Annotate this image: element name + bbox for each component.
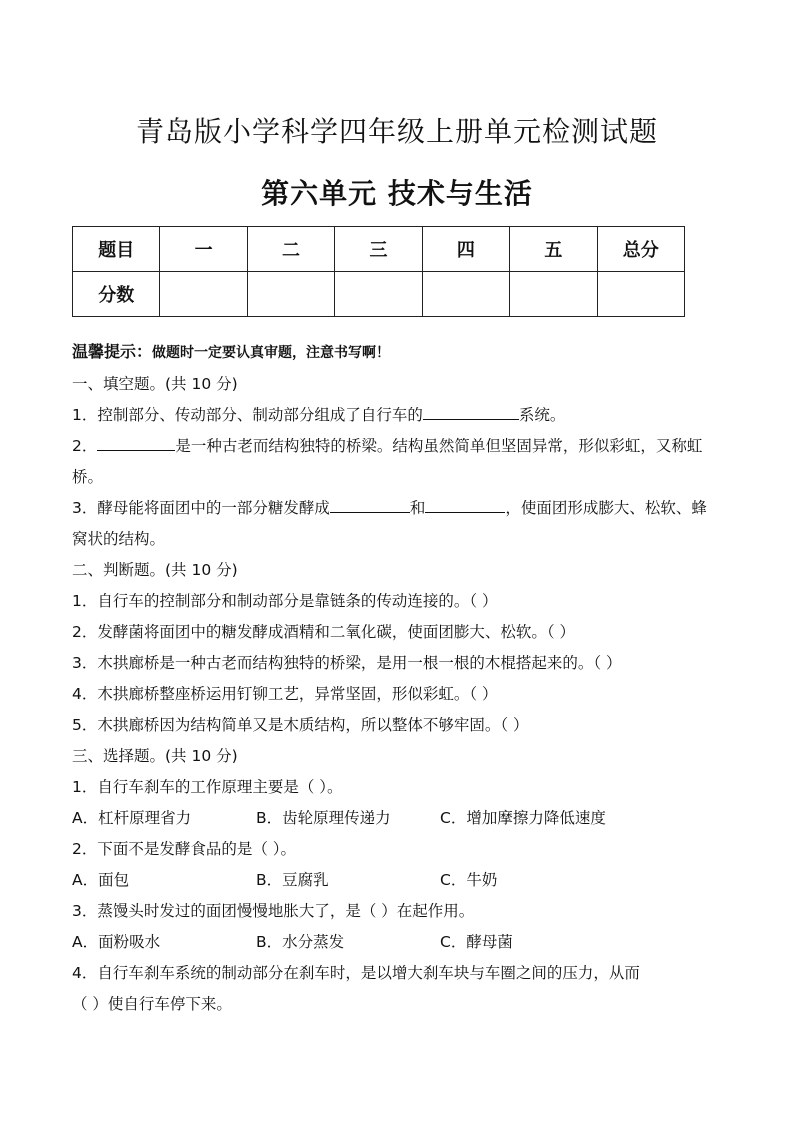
option-b[interactable]: B．齿轮原理传递力 <box>256 809 391 827</box>
q-text: 和 <box>409 499 426 517</box>
score-cell: 三 <box>335 227 422 272</box>
judge-question: 4．木拱廊桥整座桥运用钉铆工艺，异常坚固，形似彩虹。（ ） <box>72 685 498 703</box>
choice-question-stem: 4．自行车刹车系统的制动部分在刹车时，是以增大刹车块与车圈之间的压力，从而 <box>72 964 640 982</box>
answer-blank[interactable] <box>423 401 519 420</box>
fill-question-3 <box>72 493 732 524</box>
section3-heading: 三、选择题。(共 10 分) <box>72 747 238 765</box>
choice-question-stem: 1．自行车刹车的工作原理主要是（ ）。 <box>72 778 343 796</box>
q-text: 3．酵母能将面团中的一部分糖发酵成 <box>72 499 330 517</box>
option-a[interactable]: A．面粉吸水 <box>72 933 161 951</box>
choice-question-stem-cont: （ ）使自行车停下来。 <box>72 995 232 1013</box>
judge-question: 1．自行车的控制部分和制动部分是靠链条的传动连接的。（ ） <box>72 592 498 610</box>
tip-line <box>72 336 732 369</box>
score-cell: 题目 <box>73 227 160 272</box>
score-table-header-row <box>73 227 685 272</box>
score-input-cell[interactable] <box>510 272 597 317</box>
tip-label: 温馨提示： <box>72 342 153 361</box>
section2-heading: 二、判断题。(共 10 分) <box>72 561 238 579</box>
option-b[interactable]: B．豆腐乳 <box>256 871 329 889</box>
score-cell: 一 <box>160 227 247 272</box>
score-input-cell[interactable] <box>422 272 509 317</box>
exam-content <box>72 336 732 1020</box>
score-input-cell[interactable] <box>335 272 422 317</box>
fill-question-2-cont: 桥。 <box>72 468 104 486</box>
judge-question: 5．木拱廊桥因为结构简单又是木质结构，所以整体不够牢固。（ ） <box>72 716 529 734</box>
judge-question: 2．发酵菌将面团中的糖发酵成酒精和二氧化碳，使面团膨大、松软。（ ） <box>72 623 576 641</box>
q-text: 系统。 <box>518 406 566 424</box>
score-cell: 五 <box>510 227 597 272</box>
choice-options <box>72 865 732 896</box>
fill-question-3-cont: 窝状的结构。 <box>72 530 166 548</box>
score-cell: 总分 <box>597 227 684 272</box>
page-title: 青岛版小学科学四年级上册单元检测试题 <box>135 115 658 148</box>
answer-blank[interactable] <box>425 494 505 513</box>
fill-question-2 <box>72 431 732 462</box>
q-text: 1．控制部分、传动部分、制动部分组成了自行车的 <box>72 406 423 424</box>
score-cell: 分数 <box>73 272 160 317</box>
choice-question-stem: 3．蒸馒头时发过的面团慢慢地胀大了，是（ ）在起作用。 <box>72 902 475 920</box>
answer-blank[interactable] <box>330 494 410 513</box>
score-cell: 二 <box>247 227 334 272</box>
tip-text: 做题时一定要认真审题，注意书写啊！ <box>152 345 391 361</box>
q-text: 2． <box>72 437 98 455</box>
score-cell: 四 <box>422 227 509 272</box>
q-text: ，使面团形成膨大、松软、蜂 <box>505 499 707 517</box>
option-c[interactable]: C．牛奶 <box>440 871 498 889</box>
option-c[interactable]: C．增加摩擦力降低速度 <box>440 809 606 827</box>
option-c[interactable]: C．酵母菌 <box>440 933 513 951</box>
choice-question-stem: 2．下面不是发酵食品的是（ ）。 <box>72 840 297 858</box>
q-text: 是一种古老而结构独特的桥梁。结构虽然简单但坚固异常，形似彩虹，又称虹 <box>175 437 703 455</box>
choice-options <box>72 803 732 834</box>
score-table <box>72 226 685 317</box>
judge-question: 3．木拱廊桥是一种古老而结构独特的桥梁，是用一根一根的木棍搭起来的。（ ） <box>72 654 622 672</box>
option-a[interactable]: A．杠杆原理省力 <box>72 809 192 827</box>
choice-options <box>72 927 732 958</box>
section1-heading: 一、填空题。(共 10 分) <box>72 375 238 393</box>
score-input-cell[interactable] <box>247 272 334 317</box>
score-input-cell[interactable] <box>160 272 247 317</box>
score-table-score-row <box>73 272 685 317</box>
unit-subtitle: 第六单元 技术与生活 <box>261 177 533 210</box>
answer-blank[interactable] <box>97 432 175 451</box>
option-b[interactable]: B．水分蒸发 <box>256 933 345 951</box>
fill-question-1 <box>72 400 732 431</box>
option-a[interactable]: A．面包 <box>72 871 130 889</box>
score-input-cell[interactable] <box>597 272 684 317</box>
